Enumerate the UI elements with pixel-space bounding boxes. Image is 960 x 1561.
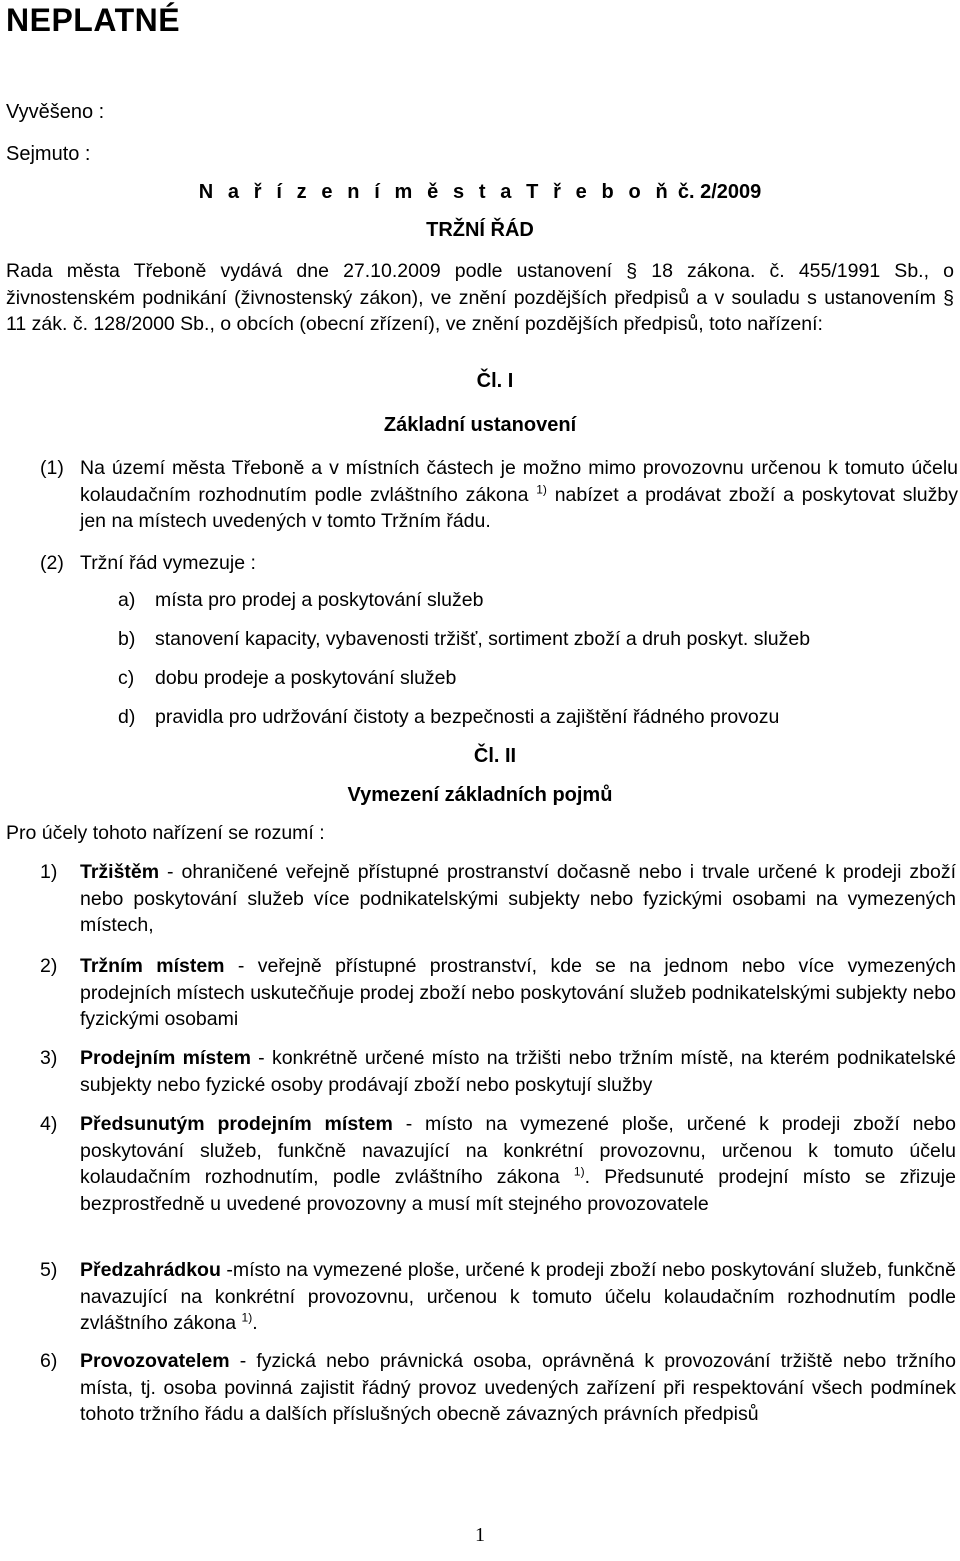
definition-4 xyxy=(80,1111,956,1217)
list-item-c-label: c) xyxy=(118,667,135,689)
definition-4-text: - místo na vymezené ploše, určené k prodeji zboží nebo poskytování služeb, funkčně navazující na konkrétní provozovnu, určenou k tomuto účelu kolaudačním rozhodnutím, podle zvláštního zákona xyxy=(80,1113,956,1188)
paragraph-1-text-b: nabízet a prodávat zboží a poskytovat služby jen na místech uvedených v tomto Tržním řádu. xyxy=(80,483,958,532)
definition-5-label: 5) xyxy=(40,1259,58,1281)
definition-2 xyxy=(80,953,956,1033)
removed-label: Sejmuto : xyxy=(6,143,91,165)
definition-3-label: 3) xyxy=(40,1047,58,1069)
list-item-d-text: pravidla pro udržování čistoty a bezpečnosti a zajištění řádného provozu xyxy=(155,706,780,728)
definition-4-term: Předsunutým prodejním místem xyxy=(80,1113,393,1135)
list-item-c-text: dobu prodeje a poskytování služeb xyxy=(155,667,457,689)
definition-3-text: - konkrétně určené místo na tržišti nebo tržním místě, na kterém podnikatelské subjekty nebo fyzické osoby prodávají zboží nebo poskytují služby xyxy=(80,1047,956,1096)
regulation-title-text: N a ř í z e n í m ě s t a T ř e b o ň xyxy=(198,181,673,203)
list-item-a-text: místa pro prodej a poskytování služeb xyxy=(155,589,484,611)
article-2-number: Čl. II xyxy=(473,745,517,767)
definition-1 xyxy=(80,859,956,939)
regulation-subtitle: TRŽNÍ ŘÁD xyxy=(426,219,534,241)
list-item-b-label: b) xyxy=(118,628,136,650)
paragraph-1-footnote-ref: 1) xyxy=(536,482,547,496)
article-2-intro: Pro účely tohoto nařízení se rozumí : xyxy=(6,822,325,844)
paragraph-2-label: (2) xyxy=(40,552,64,574)
list-item-b-text: stanovení kapacity, vybavenosti tržišť, sortiment zboží a druh poskyt. služeb xyxy=(155,628,811,650)
definition-5-text: -místo na vymezené ploše, určené k prodeji zboží nebo poskytování služeb, funkčně navazující na konkrétní provozovnu, určenou k tomuto účelu kolaudačním rozhodnutím podle zvláštního zákona xyxy=(80,1259,956,1334)
definition-5 xyxy=(80,1257,956,1337)
paragraph-2-text: Tržní řád vymezuje : xyxy=(80,552,256,574)
definition-4-footnote-ref: 1) xyxy=(573,1164,585,1179)
definition-1-text: - ohraničené veřejně přístupné prostranství dočasně nebo i trvale určené k prodeji zboží nebo poskytování služeb více podnikatelskými subjekty nebo fyzickými osobami na vymezených místech, xyxy=(80,861,956,936)
definition-6-term: Provozovatelem xyxy=(80,1350,230,1372)
definition-2-term: Tržním místem xyxy=(80,955,225,977)
paragraph-1-label: (1) xyxy=(40,457,64,479)
regulation-number: č. 2/2009 xyxy=(677,181,762,203)
definition-2-label: 2) xyxy=(40,955,58,977)
definition-2-text: - veřejně přístupné prostranství, kde se na jednom nebo více vymezených prodejních místech uskutečňuje prodej zboží nebo poskytování služeb podnikatelskými subjekty nebo fyzickými osobami xyxy=(80,955,956,1030)
definition-1-term: Tržištěm xyxy=(80,861,160,883)
paragraph-1 xyxy=(80,455,958,535)
definition-6 xyxy=(80,1348,956,1428)
definition-5-footnote-ref: 1) xyxy=(241,1310,253,1325)
page-number: 1 xyxy=(475,1524,485,1546)
article-1-number: Čl. I xyxy=(476,370,514,392)
list-item-d-label: d) xyxy=(118,706,136,728)
definition-4-label: 4) xyxy=(40,1113,58,1135)
article-2-heading: Vymezení základních pojmů xyxy=(347,784,613,806)
definition-5-term: Předzahrádkou xyxy=(80,1259,221,1281)
definition-5-text-after: . xyxy=(252,1312,258,1334)
definition-3 xyxy=(80,1045,956,1098)
definition-4-text-after: . Předsunuté prodejní místo se zřizuje bezprostředně u uvedené provozovny a musí mít stejného provozovatele xyxy=(80,1166,956,1215)
article-1-heading: Základní ustanovení xyxy=(383,414,577,436)
preamble: Rada města Třeboně vydává dne 27.10.2009 podle ustanovení § 18 zákona. č. 455/1991 Sb., o živnostenském podnikání (živnostenský zákon), ve znění pozdějších předpisů a v souladu s ustanovením § 11 zák. č. 128/2000 Sb., o obcích (obecní zřízení), ve znění pozdějších předpisů, toto nařízení: xyxy=(6,260,954,335)
invalid-stamp: NEPLATNÉ xyxy=(6,2,181,38)
definition-6-label: 6) xyxy=(40,1350,58,1372)
definition-6-text: - fyzická nebo právnická osoba, oprávněná k provozování tržiště nebo tržního místa, tj. osoba povinná zajistit řádný provoz uvedených zařízení při respektování všech podmínek tohoto tržního řádu a dalších příslušných obecně závazných právních předpisů xyxy=(80,1350,956,1425)
posted-label: Vyvěšeno : xyxy=(6,101,105,123)
paragraph-1-text-a: Na území města Třeboně a v místních částech je možno mimo provozovnu určenou k tomuto účelu kolaudačním rozhodnutím podle zvláštního zákona xyxy=(80,457,958,506)
list-item-a-label: a) xyxy=(118,589,136,611)
definition-1-label: 1) xyxy=(40,861,58,883)
regulation-title xyxy=(0,181,960,204)
definition-3-term: Prodejním místem xyxy=(80,1047,251,1069)
